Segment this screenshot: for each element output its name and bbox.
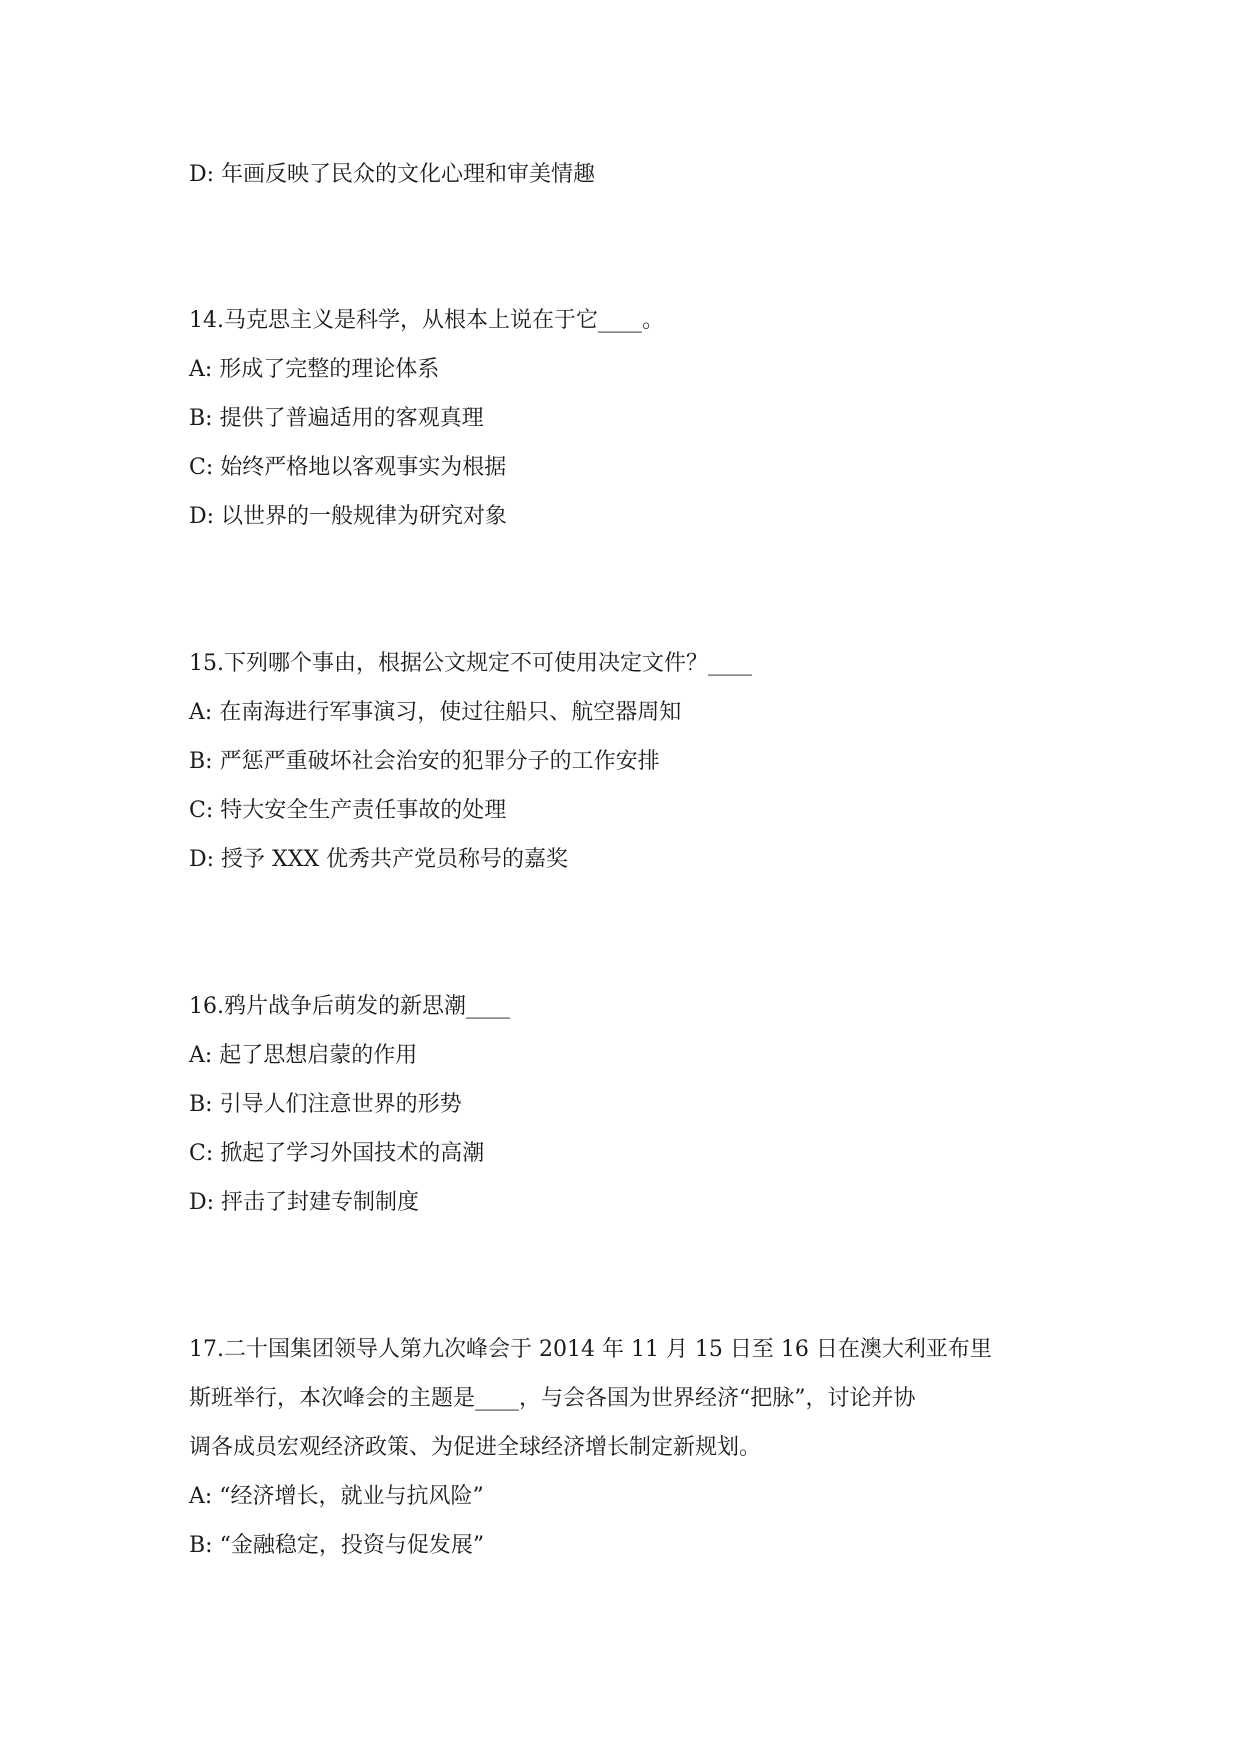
q14-option-b: B: 提供了普遍适用的客观真理 [189, 406, 484, 431]
q15-stem: 15.下列哪个事由，根据公文规定不可使用决定文件？____ [189, 651, 752, 676]
q15-option-a: A: 在南海进行军事演习，使过往船只、航空器周知 [189, 700, 682, 725]
q15-option-c: C: 特大安全生产责任事故的处理 [189, 798, 507, 823]
q14-option-a: A: 形成了完整的理论体系 [189, 357, 440, 382]
q14-option-c: C: 始终严格地以客观事实为根据 [189, 455, 507, 480]
q15-option-b: B: 严惩严重破坏社会治安的犯罪分子的工作安排 [189, 749, 660, 774]
q16-option-a: A: 起了思想启蒙的作用 [189, 1043, 418, 1068]
q17-stem-line-1: 17.二十国集团领导人第九次峰会于 2014 年 11 月 15 日至 16 日在澳大利亚布里 [189, 1337, 992, 1362]
q16-option-d: D: 抨击了封建专制制度 [189, 1190, 420, 1215]
q16-option-c: C: 掀起了学习外国技术的高潮 [189, 1141, 485, 1166]
q16-stem: 16.鸦片战争后萌发的新思潮____ [189, 994, 510, 1019]
q14-option-d: D: 以世界的一般规律为研究对象 [189, 504, 508, 529]
q13-option-d: D: 年画反映了民众的文化心理和审美情趣 [189, 162, 596, 187]
q17-stem-line-2: 斯班举行，本次峰会的主题是____，与会各国为世界经济“把脉”，讨论并协 [189, 1386, 916, 1411]
q16-option-b: B: 引导人们注意世界的形势 [189, 1092, 462, 1117]
q17-option-b: B: “金融稳定，投资与促发展” [189, 1533, 485, 1558]
q17-option-a: A: “经济增长，就业与抗风险” [189, 1484, 484, 1509]
q17-stem-line-3: 调各成员宏观经济政策、为促进全球经济增长制定新规划。 [189, 1435, 762, 1460]
q14-stem: 14.马克思主义是科学，从根本上说在于它____。 [189, 308, 664, 333]
q15-option-d: D: 授予 XXX 优秀共产党员称号的嘉奖 [189, 847, 569, 872]
